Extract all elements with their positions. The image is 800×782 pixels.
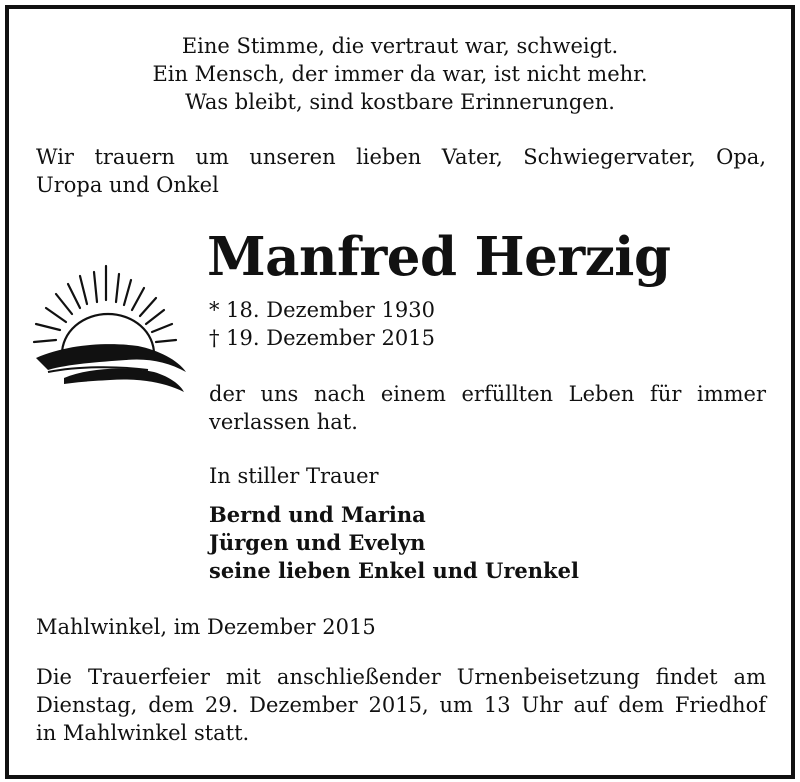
intro-line-2: Uropa und Onkel (36, 173, 219, 197)
intro-text (36, 143, 766, 199)
ceremony-line-1: Die Trauerfeier mit anschließender Urnenbeisetzung findet am (36, 665, 766, 689)
ceremony-line-2: Dienstag, dem 29. Dezember 2015, um 13 Uhr auf dem Friedhof (36, 693, 766, 717)
ceremony-line-3: in Mahlwinkel statt. (36, 721, 250, 745)
life-dates (209, 296, 435, 352)
intro-line-1: Wir trauern um unseren lieben Vater, Schwiegervater, Opa, (36, 145, 766, 169)
passed-text (209, 380, 766, 436)
death-date: † 19. Dezember 2015 (209, 326, 435, 350)
family-list (209, 501, 579, 585)
poem-line-3: Was bleibt, sind kostbare Erinnerungen. (185, 90, 615, 114)
passed-line-2: verlassen hat. (209, 410, 358, 434)
poem-line-1: Eine Stimme, die vertraut war, schweigt. (181, 34, 619, 58)
mourning-label: In stiller Trauer (209, 464, 379, 488)
ceremony-notice (36, 663, 766, 747)
place-date: Mahlwinkel, im Dezember 2015 (36, 615, 376, 639)
memorial-poem (0, 32, 800, 116)
poem-line-2: Ein Mensch, der immer da war, ist nicht mehr. (152, 62, 648, 86)
passed-line-1: der uns nach einem erfüllten Leben für immer (209, 382, 766, 406)
sunset-icon (28, 262, 190, 396)
family-member: Bernd und Marina (209, 502, 426, 527)
birth-date: * 18. Dezember 1930 (209, 298, 435, 322)
deceased-name: Manfred Herzig (207, 226, 671, 288)
family-member: Jürgen und Evelyn (209, 530, 426, 555)
family-member: seine lieben Enkel und Urenkel (209, 558, 579, 583)
